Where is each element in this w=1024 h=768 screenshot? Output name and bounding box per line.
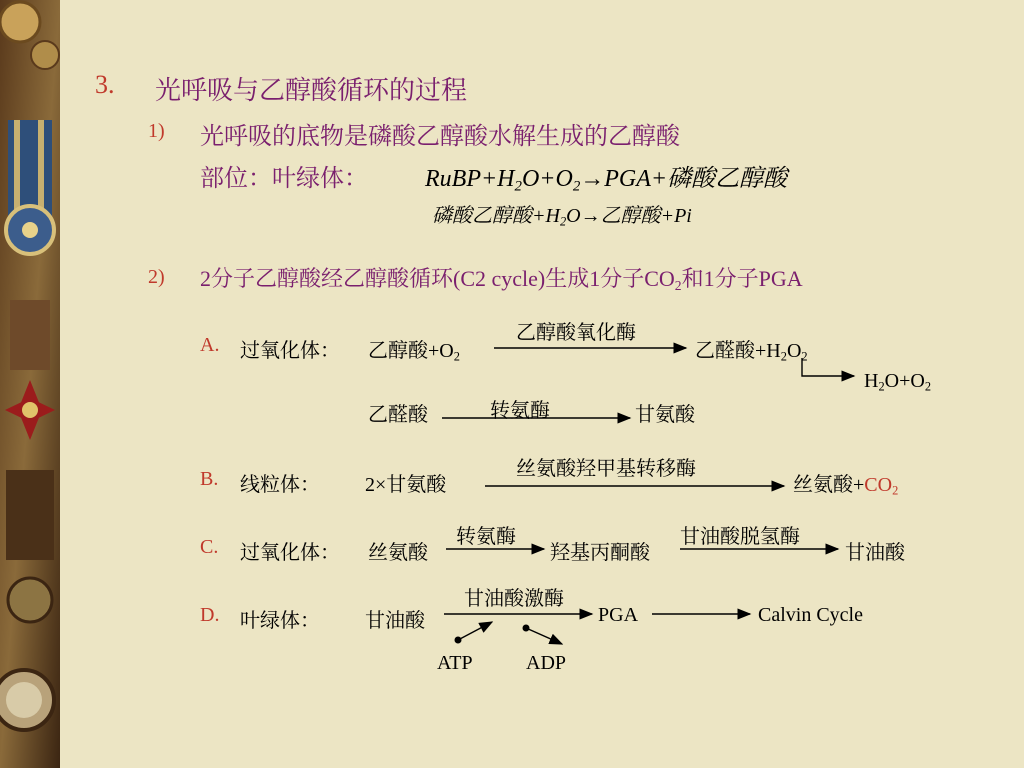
heading-number: 3. bbox=[95, 70, 115, 99]
item1-text: 光呼吸的底物是磷酸乙醇酸水解生成的乙醇酸 bbox=[200, 124, 680, 150]
step-d-enzyme: 甘油酸激酶 bbox=[464, 588, 564, 610]
step-c-reactant: 丝氨酸 bbox=[368, 542, 428, 564]
atp-label: ATP bbox=[437, 652, 473, 674]
step-b-enzyme: 丝氨酸羟甲基转移酶 bbox=[516, 458, 696, 480]
arrow-adp bbox=[526, 628, 562, 644]
step-c-enzyme-1: 转氨酶 bbox=[456, 526, 516, 548]
step-c-place: 过氧化体： bbox=[240, 542, 340, 564]
heading-title: 光呼吸与乙醇酸循环的过程 bbox=[155, 76, 468, 105]
step-d-reactant: 甘油酸 bbox=[365, 610, 425, 632]
step-a-branch-product: $H_2O+O_2$ bbox=[864, 370, 932, 394]
step-d-place: 叶绿体： bbox=[240, 610, 320, 632]
step-a-reactant: 乙醇酸$+O_2$ bbox=[368, 340, 460, 364]
sidebar-art bbox=[0, 0, 60, 768]
adp-label: ADP bbox=[526, 652, 567, 674]
step-c-intermediate: 羟基丙酮酸 bbox=[550, 542, 650, 564]
equation-2: 磷酸乙醇酸$+H_2O\to$乙醇酸+Pi bbox=[432, 205, 692, 229]
step-b-reactant: 2×甘氨酸 bbox=[365, 474, 447, 496]
step-d-next: Calvin Cycle bbox=[758, 604, 863, 626]
step-b-letter: B. bbox=[200, 468, 219, 490]
step-d-product: PGA bbox=[598, 604, 639, 626]
step-d-letter: D. bbox=[200, 604, 220, 626]
step-a2-product: 甘氨酸 bbox=[635, 404, 695, 426]
item2-number: 2) bbox=[148, 266, 165, 288]
step-c-enzyme-2: 甘油酸脱氢酶 bbox=[680, 526, 800, 548]
step-a2-enzyme: 转氨酶 bbox=[490, 400, 550, 422]
co2-text: $CO_2$ bbox=[864, 474, 899, 498]
equation-1: $RuBP+H_2O+O_2\to PGA+$磷酸乙醇酸 bbox=[425, 166, 788, 195]
step-c-product: 甘油酸 bbox=[845, 542, 905, 564]
slide bbox=[60, 0, 1024, 768]
arrow-a-branch bbox=[802, 358, 854, 376]
arrow-atp bbox=[458, 622, 492, 640]
item2-text: 2分子乙醇酸经乙醇酸循环(C2 cycle)生成1分子$CO_2$和1分子PGA bbox=[200, 266, 803, 294]
adp-dot bbox=[523, 625, 530, 632]
decorative-sidebar-image bbox=[0, 0, 60, 768]
reaction-arrows bbox=[60, 0, 1024, 768]
item1-number: 1) bbox=[148, 120, 165, 142]
step-a-letter: A. bbox=[200, 334, 220, 356]
atp-dot bbox=[455, 637, 462, 644]
step-a2-reactant: 乙醛酸 bbox=[368, 404, 428, 426]
step-a-enzyme: 乙醇酸氧化酶 bbox=[516, 322, 636, 344]
step-b-place: 线粒体： bbox=[240, 474, 320, 496]
location-label: 部位：叶绿体： bbox=[200, 166, 368, 192]
step-a-place: 过氧化体： bbox=[240, 340, 340, 362]
step-b-product: 丝氨酸$+CO_2$ bbox=[793, 474, 899, 498]
step-a-product: 乙醛酸$+H_2O_2$ bbox=[695, 340, 808, 364]
step-c-letter: C. bbox=[200, 536, 219, 558]
